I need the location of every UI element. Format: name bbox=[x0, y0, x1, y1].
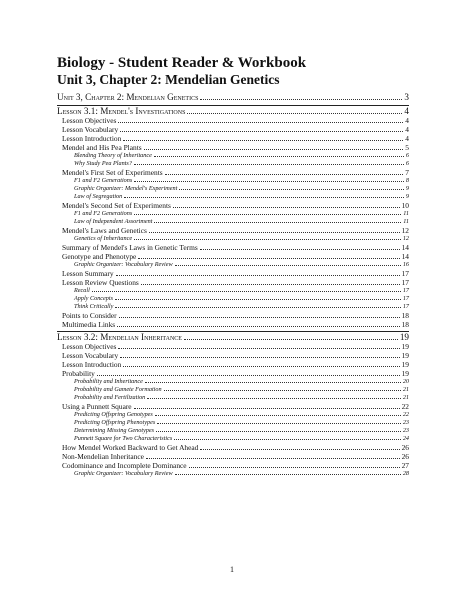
toc-entry-page: 19 bbox=[399, 332, 409, 342]
toc-section-entry[interactable] bbox=[57, 278, 409, 287]
toc-dot-leader bbox=[184, 338, 398, 340]
toc-entry-page: 8 bbox=[405, 177, 409, 184]
toc-section-entry[interactable] bbox=[57, 402, 409, 411]
toc-section-entry[interactable] bbox=[57, 226, 409, 235]
toc-dot-leader bbox=[200, 248, 400, 250]
toc-dot-leader bbox=[155, 414, 401, 416]
toc-section-entry[interactable] bbox=[57, 252, 409, 261]
toc-subsection-entry[interactable] bbox=[57, 378, 409, 386]
toc-entry-label: Think Critically bbox=[74, 303, 114, 310]
toc-entry-page: 18 bbox=[401, 320, 409, 329]
toc-entry-label: Points to Consider bbox=[62, 311, 117, 320]
toc-dot-leader bbox=[120, 130, 403, 132]
toc-entry-label: Lesson Review Questions bbox=[62, 278, 139, 287]
document-title: Biology - Student Reader & Workbook bbox=[57, 55, 307, 71]
toc-entry-page: 23 bbox=[402, 419, 409, 426]
toc-entry-label: Lesson Vocabulary bbox=[62, 125, 119, 134]
toc-dot-leader bbox=[154, 221, 401, 223]
toc-section-entry[interactable] bbox=[57, 320, 409, 329]
toc-dot-leader bbox=[179, 188, 404, 190]
toc-entry-page: 22 bbox=[402, 411, 409, 418]
toc-entry-label: Summary of Mendel's Laws in Genetic Terms bbox=[62, 243, 198, 252]
toc-entry-label: Why Study Pea Plants? bbox=[74, 160, 132, 167]
toc-section-entry[interactable] bbox=[57, 369, 409, 378]
toc-entry-label: Probability and Fertilization bbox=[74, 394, 146, 401]
toc-entry-page: 11 bbox=[403, 210, 409, 217]
toc-dot-leader bbox=[157, 422, 401, 424]
toc-entry-label: Determining Missing Genotypes bbox=[74, 427, 155, 434]
toc-subsection-entry[interactable] bbox=[57, 218, 409, 226]
toc-entry-page: 19 bbox=[401, 369, 409, 378]
toc-entry-label: Graphic Organizer: Vocabulary Review bbox=[74, 470, 173, 477]
toc-dot-leader bbox=[200, 98, 402, 100]
toc-section-entry[interactable] bbox=[57, 143, 409, 152]
toc-section-entry[interactable] bbox=[57, 360, 409, 369]
toc-entry-page: 26 bbox=[401, 443, 409, 452]
toc-entry-page: 4 bbox=[405, 134, 409, 143]
toc-section-entry[interactable] bbox=[57, 134, 409, 143]
toc-dot-leader bbox=[118, 121, 403, 123]
toc-entry-page: 17 bbox=[402, 295, 409, 302]
toc-entry-label: Probability and Inheritance bbox=[74, 378, 143, 385]
toc-entry-page: 6 bbox=[405, 152, 409, 159]
toc-entry-page: 23 bbox=[402, 427, 409, 434]
toc-entry-page: 3 bbox=[404, 92, 409, 102]
toc-entry-page: 12 bbox=[402, 235, 409, 242]
toc-dot-leader bbox=[120, 356, 399, 358]
toc-section-entry[interactable] bbox=[57, 311, 409, 320]
toc-entry-label: How Mendel Worked Backward to Get Ahead bbox=[62, 443, 199, 452]
toc-entry-label: Lesson Summary bbox=[62, 269, 114, 278]
toc-dot-leader bbox=[134, 163, 404, 165]
toc-entry-label: Apply Concepts bbox=[74, 295, 114, 302]
toc-entry-label: Multimedia Links bbox=[62, 320, 116, 329]
toc-dot-leader bbox=[147, 397, 401, 399]
toc-dot-leader bbox=[187, 112, 402, 114]
toc-dot-leader bbox=[97, 374, 400, 376]
toc-entry-label: Codominance and Incomplete Dominance bbox=[62, 461, 187, 470]
toc-entry-page: 14 bbox=[401, 252, 409, 261]
toc-entry-label: Non-Mendelian Inheritance bbox=[62, 452, 144, 461]
toc-entry-label: Recall bbox=[74, 287, 90, 294]
toc-entry-label: Mendel's First Set of Experiments bbox=[62, 168, 163, 177]
toc-dot-leader bbox=[118, 347, 399, 349]
toc-dot-leader bbox=[173, 206, 400, 208]
toc-dot-leader bbox=[115, 298, 401, 300]
toc-subsection-entry[interactable] bbox=[57, 261, 409, 269]
toc-entry-page: 9 bbox=[405, 193, 409, 200]
toc-dot-leader bbox=[144, 148, 404, 150]
toc-entry-label: Probability and Gamete Formation bbox=[74, 386, 162, 393]
toc-entry-page: 14 bbox=[401, 243, 409, 252]
toc-entry-label: Mendel's Second Set of Experiments bbox=[62, 201, 171, 210]
toc-dot-leader bbox=[116, 274, 400, 276]
toc-section-entry[interactable] bbox=[57, 269, 409, 278]
toc-subsection-entry[interactable] bbox=[57, 287, 409, 295]
toc-entry-page: 26 bbox=[401, 452, 409, 461]
toc-section-entry[interactable] bbox=[57, 443, 409, 452]
toc-subsection-entry[interactable] bbox=[57, 411, 409, 419]
toc-entry-page: 24 bbox=[402, 435, 409, 442]
toc-entry-label: Blending Theory of Inheritance bbox=[74, 152, 152, 159]
toc-dot-leader bbox=[154, 155, 404, 157]
toc-dot-leader bbox=[117, 325, 399, 327]
toc-entry-label: Graphic Organizer: Mendel's Experiment bbox=[74, 185, 178, 192]
toc-entry-page: 19 bbox=[401, 351, 409, 360]
toc-entry-label: Predicting Offspring Genotypes bbox=[74, 411, 153, 418]
toc-entry-page: 21 bbox=[402, 394, 409, 401]
toc-entry-label: Lesson Introduction bbox=[62, 360, 122, 369]
toc-entry-page: 5 bbox=[405, 143, 409, 152]
toc-section-entry[interactable] bbox=[57, 243, 409, 252]
toc-entry-label: Lesson Objectives bbox=[62, 342, 117, 351]
toc-entry-label: F1 and F2 Generations bbox=[74, 210, 133, 217]
toc-entry-page: 17 bbox=[402, 287, 409, 294]
toc-entry-page: 20 bbox=[402, 378, 409, 385]
toc-entry-label: Lesson 3.2: Mendelian Inheritance bbox=[57, 332, 182, 342]
toc-dot-leader bbox=[141, 283, 400, 285]
toc-entry-label: Genetics of Inheritance bbox=[74, 235, 133, 242]
toc-subsection-entry[interactable] bbox=[57, 152, 409, 160]
toc-subsection-entry[interactable] bbox=[57, 419, 409, 427]
toc-section-entry[interactable] bbox=[57, 116, 409, 125]
toc-section-entry[interactable] bbox=[57, 201, 409, 210]
toc-dot-leader bbox=[124, 196, 404, 198]
toc-entry-page: 11 bbox=[403, 218, 409, 225]
toc-section-entry[interactable] bbox=[57, 351, 409, 360]
toc-dot-leader bbox=[92, 290, 401, 292]
toc-entry-page: 21 bbox=[402, 386, 409, 393]
toc-entry-label: Lesson Introduction bbox=[62, 134, 122, 143]
toc-subsection-entry[interactable] bbox=[57, 435, 409, 443]
toc-entry-label: Graphic Organizer: Vocabulary Review bbox=[74, 261, 173, 268]
toc-entry-label: Genotype and Phenotype bbox=[62, 252, 137, 261]
toc-entry-page: 4 bbox=[405, 125, 409, 134]
toc-entry-page: 18 bbox=[401, 311, 409, 320]
toc-dot-leader bbox=[149, 231, 400, 233]
toc-section-entry[interactable] bbox=[57, 125, 409, 134]
toc-subsection-entry[interactable] bbox=[57, 160, 409, 168]
toc-entry-label: Unit 3, Chapter 2: Mendelian Genetics bbox=[57, 92, 199, 102]
toc-entry-page: 22 bbox=[401, 402, 409, 411]
toc-dot-leader bbox=[164, 389, 401, 391]
toc-entry-page: 6 bbox=[405, 160, 409, 167]
toc-section-entry[interactable] bbox=[57, 461, 409, 470]
toc-section-entry[interactable] bbox=[57, 452, 409, 461]
toc-dot-leader bbox=[119, 316, 400, 318]
toc-dot-leader bbox=[134, 238, 401, 240]
toc-entry-page: 19 bbox=[401, 342, 409, 351]
toc-subsection-entry[interactable] bbox=[57, 386, 409, 394]
toc-entry-page: 19 bbox=[401, 360, 409, 369]
toc-entry-label: Punnett Square for Two Characteristics bbox=[74, 435, 173, 442]
toc-dot-leader bbox=[174, 438, 401, 440]
toc-dot-leader bbox=[200, 448, 399, 450]
toc-dot-leader bbox=[175, 264, 401, 266]
toc-entry-page: 10 bbox=[401, 201, 409, 210]
toc-subsection-entry[interactable] bbox=[57, 210, 409, 218]
toc-subsection-entry[interactable] bbox=[57, 394, 409, 402]
toc-entry-page: 17 bbox=[401, 269, 409, 278]
toc-entry-label: Law of Segregation bbox=[74, 193, 123, 200]
toc-entry-page: 28 bbox=[402, 470, 409, 477]
toc-dot-leader bbox=[134, 213, 401, 215]
toc-subsection-entry[interactable] bbox=[57, 193, 409, 201]
toc-entry-label: Predicting Offspring Phenotypes bbox=[74, 419, 156, 426]
toc-subsection-entry[interactable] bbox=[57, 235, 409, 243]
toc-entry-page: 17 bbox=[401, 278, 409, 287]
toc-entry-label: F1 and F2 Generations bbox=[74, 177, 133, 184]
toc-entry-label: Law of Independent Assortment bbox=[74, 218, 153, 225]
toc-subsection-entry[interactable] bbox=[57, 303, 409, 311]
toc-entry-label: Using a Punnett Square bbox=[62, 402, 132, 411]
toc-entry-page: 4 bbox=[405, 116, 409, 125]
toc-entry-label: Probability bbox=[62, 369, 95, 378]
toc-entry-page: 17 bbox=[402, 303, 409, 310]
page-number: 1 bbox=[230, 565, 234, 574]
toc-subsection-entry[interactable] bbox=[57, 185, 409, 193]
toc-entry-label: Mendel and His Pea Plants bbox=[62, 143, 142, 152]
toc-dot-leader bbox=[134, 180, 404, 182]
toc-entry-label: Lesson 3.1: Mendel's Investigations bbox=[57, 106, 186, 116]
toc-entry-page: 4 bbox=[404, 106, 409, 116]
toc-entry-label: Lesson Objectives bbox=[62, 116, 117, 125]
toc-entry-page: 12 bbox=[401, 226, 409, 235]
toc-dot-leader bbox=[165, 173, 404, 175]
toc-dot-leader bbox=[146, 457, 400, 459]
toc-lesson-entry[interactable] bbox=[57, 92, 409, 103]
document-subtitle: Unit 3, Chapter 2: Mendelian Genetics bbox=[57, 72, 280, 87]
toc-entry-page: 9 bbox=[405, 185, 409, 192]
toc-dot-leader bbox=[123, 139, 403, 141]
toc-section-entry[interactable] bbox=[57, 342, 409, 351]
toc-subsection-entry[interactable] bbox=[57, 177, 409, 185]
toc-entry-page: 16 bbox=[402, 261, 409, 268]
toc-dot-leader bbox=[115, 306, 400, 308]
toc-entry-label: Lesson Vocabulary bbox=[62, 351, 119, 360]
toc-dot-leader bbox=[134, 407, 400, 409]
toc-entry-label: Mendel's Laws and Genetics bbox=[62, 226, 147, 235]
toc-dot-leader bbox=[138, 257, 399, 259]
toc-entry-page: 7 bbox=[405, 168, 409, 177]
toc-subsection-entry[interactable] bbox=[57, 427, 409, 435]
toc-entry-page: 27 bbox=[401, 461, 409, 470]
toc-section-entry[interactable] bbox=[57, 168, 409, 177]
toc-dot-leader bbox=[189, 466, 400, 468]
toc-dot-leader bbox=[145, 381, 401, 383]
toc-dot-leader bbox=[175, 473, 401, 475]
toc-subsection-entry[interactable] bbox=[57, 470, 409, 478]
toc-subsection-entry[interactable] bbox=[57, 295, 409, 303]
toc-dot-leader bbox=[156, 430, 401, 432]
toc-dot-leader bbox=[123, 365, 399, 367]
